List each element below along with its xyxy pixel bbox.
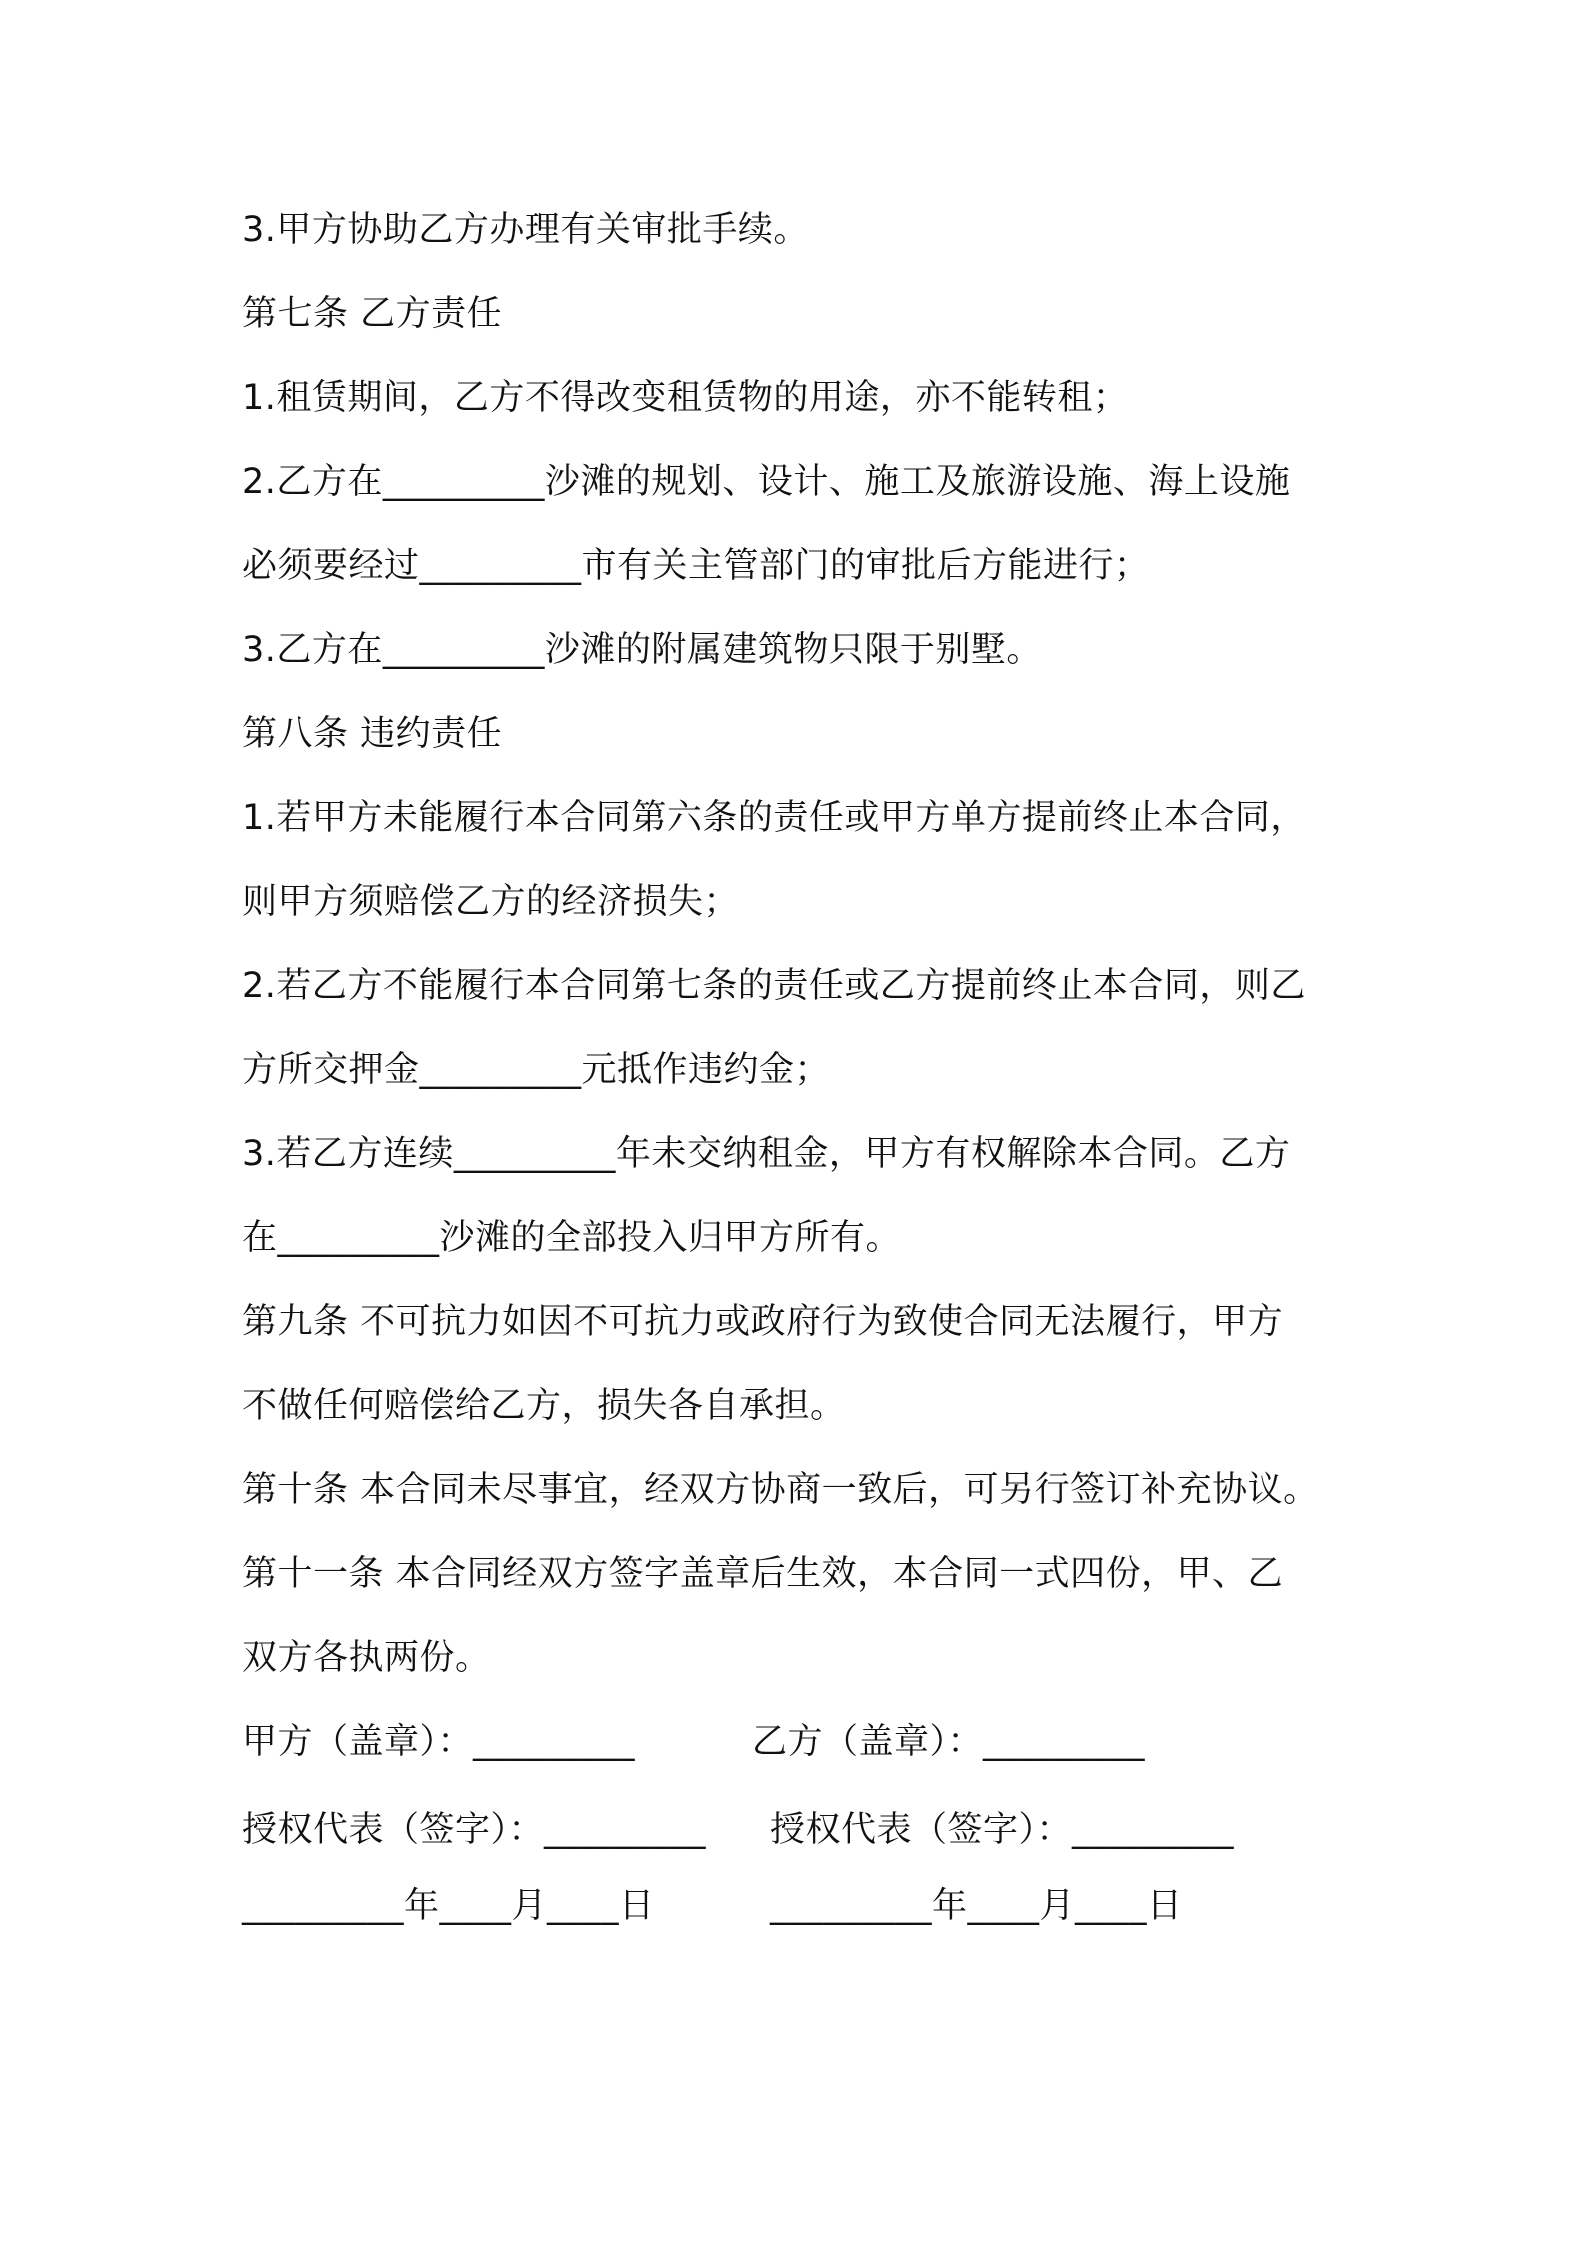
article-11-line-1: 第十一条 本合同经双方签字盖章后生效，本合同一式四份，甲、乙 [242,1554,1284,1594]
clause-7-item-1: 1.租赁期间，乙方不得改变租赁物的用途，亦不能转租； [242,378,1129,418]
party-b-date-field: _________年____月____日 [770,1886,1183,1926]
clause-8-item-2-line-2: 方所交押金_________元抵作违约金； [242,1050,831,1090]
clause-8-item-3-line-2: 在_________沙滩的全部投入归甲方所有。 [242,1218,902,1258]
clause-6-item-3: 3.甲方协助乙方办理有关审批手续。 [242,210,809,250]
clause-8-item-3-line-1: 3.若乙方连续_________年未交纳租金，甲方有权解除本合同。乙方 [242,1134,1291,1174]
clause-8-item-1-line-1: 1.若甲方未能履行本合同第六条的责任或甲方单方提前终止本合同， [242,798,1306,838]
party-a-date-field: _________年____月____日 [242,1886,655,1926]
party-b-seal-field: 乙方（盖章）：_________ [752,1722,1146,1762]
article-9-line-2: 不做任何赔偿给乙方，损失各自承担。 [242,1386,846,1426]
clause-7-item-3: 3.乙方在_________沙滩的附属建筑物只限于别墅。 [242,630,1042,670]
article-11-line-2: 双方各执两份。 [242,1638,491,1678]
article-7-heading: 第七条 乙方责任 [242,294,503,334]
clause-7-item-2-line-1: 2.乙方在_________沙滩的规划、设计、施工及旅游设施、海上设施 [242,462,1291,502]
article-10: 第十条 本合同未尽事宜，经双方协商一致后，可另行签订补充协议。 [242,1470,1319,1510]
article-8-heading: 第八条 违约责任 [242,714,503,754]
article-9-line-1: 第九条 不可抗力如因不可抗力或政府行为致使合同无法履行，甲方 [242,1302,1284,1342]
party-b-representative-field: 授权代表（签字）：_________ [770,1810,1235,1850]
party-a-representative-field: 授权代表（签字）：_________ [242,1810,707,1850]
clause-8-item-2-line-1: 2.若乙方不能履行本合同第七条的责任或乙方提前终止本合同，则乙 [242,966,1306,1006]
clause-8-item-1-line-2: 则甲方须赔偿乙方的经济损失； [242,882,740,922]
clause-7-item-2-line-2: 必须要经过_________市有关主管部门的审批后方能进行； [242,546,1150,586]
party-a-seal-field: 甲方（盖章）：_________ [242,1722,636,1762]
